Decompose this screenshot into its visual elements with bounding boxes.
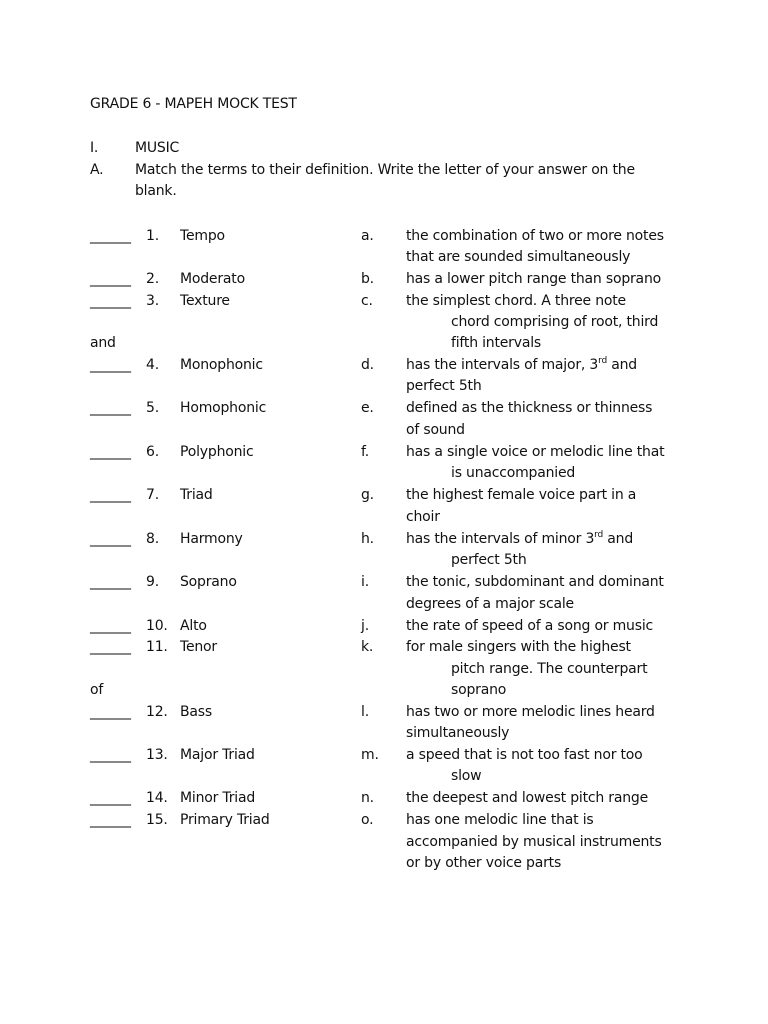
- definition-text: a speed that is not too fast nor too: [406, 747, 643, 763]
- item-term: Tempo: [180, 228, 225, 244]
- definition-text: has one melodic line that is: [406, 812, 594, 828]
- definition-letter: b.: [361, 271, 374, 287]
- definition-text: is unaccompanied: [451, 465, 576, 481]
- item-number: 13.: [146, 747, 168, 763]
- item-term: Harmony: [180, 531, 243, 547]
- definition-letter: k.: [361, 639, 374, 655]
- item-number: 8.: [146, 531, 159, 547]
- answer-blank[interactable]: ______: [90, 812, 131, 828]
- item-number: 12.: [146, 704, 168, 720]
- answer-blank[interactable]: ______: [90, 487, 131, 503]
- answer-blank[interactable]: ______: [90, 704, 131, 720]
- definition-text: has the intervals of major, 3rd and: [406, 356, 637, 373]
- answer-blank[interactable]: ______: [90, 639, 131, 655]
- item-term: Polyphonic: [180, 444, 254, 460]
- answer-blank[interactable]: ______: [90, 293, 131, 309]
- wrapped-text: and: [90, 335, 116, 351]
- answer-blank[interactable]: ______: [90, 228, 131, 244]
- definition-letter: f.: [361, 444, 369, 460]
- answer-blank[interactable]: ______: [90, 271, 131, 287]
- definition-text: has a single voice or melodic line that: [406, 444, 665, 460]
- definition-letter: i.: [361, 574, 369, 590]
- definition-text: that are sounded simultaneously: [406, 249, 631, 265]
- definition-text: of sound: [406, 422, 465, 438]
- definition-text: has two or more melodic lines heard: [406, 704, 655, 720]
- definition-text: the rate of speed of a song or music: [406, 618, 654, 634]
- instructions-line-1: Match the terms to their definition. Write the letter of your answer on the: [135, 162, 635, 178]
- item-number: 2.: [146, 271, 159, 287]
- definition-letter: j.: [361, 618, 369, 634]
- item-number: 10.: [146, 618, 168, 634]
- definition-letter: e.: [361, 400, 374, 416]
- item-term: Homophonic: [180, 400, 267, 416]
- item-number: 3.: [146, 293, 159, 309]
- definition-text: fifth intervals: [451, 335, 541, 351]
- definition-text: degrees of a major scale: [406, 596, 574, 612]
- definition-letter: n.: [361, 790, 374, 806]
- definition-text: pitch range. The counterpart: [451, 661, 648, 677]
- item-number: 5.: [146, 400, 159, 416]
- item-number: 7.: [146, 487, 159, 503]
- answer-blank[interactable]: ______: [90, 444, 131, 460]
- definition-letter: o.: [361, 812, 374, 828]
- instructions-line-2: blank.: [135, 183, 177, 199]
- definition-text: soprano: [451, 682, 507, 698]
- answer-blank[interactable]: ______: [90, 531, 131, 547]
- item-number: 6.: [146, 444, 159, 460]
- section-number: I.: [90, 140, 99, 156]
- definition-letter: h.: [361, 531, 374, 547]
- definition-text: simultaneously: [406, 725, 510, 741]
- definition-text: has a lower pitch range than soprano: [406, 271, 661, 287]
- answer-blank[interactable]: ______: [90, 574, 131, 590]
- item-term: Triad: [180, 487, 213, 503]
- definition-text: slow: [451, 768, 482, 784]
- definition-letter: a.: [361, 228, 374, 244]
- item-number: 4.: [146, 357, 159, 373]
- definition-text: the tonic, subdominant and dominant: [406, 574, 664, 590]
- definition-text: the highest female voice part in a: [406, 487, 637, 503]
- definition-text: accompanied by musical instruments: [406, 834, 662, 850]
- answer-blank[interactable]: ______: [90, 618, 131, 634]
- item-term: Minor Triad: [180, 790, 256, 806]
- definition-letter: d.: [361, 357, 374, 373]
- definition-text: perfect 5th: [406, 378, 482, 394]
- definition-letter: m.: [361, 747, 379, 763]
- item-term: Texture: [180, 293, 230, 309]
- item-number: 9.: [146, 574, 159, 590]
- page-title: GRADE 6 - MAPEH MOCK TEST: [90, 96, 297, 112]
- section-name: MUSIC: [135, 140, 180, 156]
- definition-text: the deepest and lowest pitch range: [406, 790, 649, 806]
- wrapped-text: of: [90, 682, 104, 698]
- definition-text: defined as the thickness or thinness: [406, 400, 653, 416]
- item-term: Tenor: [180, 639, 217, 655]
- item-term: Primary Triad: [180, 812, 270, 828]
- item-term: Bass: [180, 704, 212, 720]
- definition-text: has the intervals of minor 3rd and: [406, 530, 634, 547]
- answer-blank[interactable]: ______: [90, 747, 131, 763]
- item-term: Major Triad: [180, 747, 255, 763]
- part-letter: A.: [90, 162, 104, 178]
- item-number: 15.: [146, 812, 168, 828]
- definition-text: chord comprising of root, third: [451, 314, 659, 330]
- definition-letter: l.: [361, 704, 369, 720]
- item-term: Monophonic: [180, 357, 263, 373]
- item-number: 14.: [146, 790, 168, 806]
- answer-blank[interactable]: ______: [90, 400, 131, 416]
- answer-blank[interactable]: ______: [90, 790, 131, 806]
- definition-letter: c.: [361, 293, 373, 309]
- item-term: Alto: [180, 618, 207, 634]
- definition-letter: g.: [361, 487, 374, 503]
- definition-text: the combination of two or more notes: [406, 228, 664, 244]
- definition-text: perfect 5th: [451, 552, 527, 568]
- answer-blank[interactable]: ______: [90, 357, 131, 373]
- definition-text: choir: [406, 509, 440, 525]
- item-number: 11.: [146, 639, 168, 655]
- definition-text: the simplest chord. A three note: [406, 293, 626, 309]
- item-term: Moderato: [180, 271, 245, 287]
- item-term: Soprano: [180, 574, 237, 590]
- definition-text: for male singers with the highest: [406, 639, 631, 655]
- item-number: 1.: [146, 228, 159, 244]
- definition-text: or by other voice parts: [406, 855, 562, 871]
